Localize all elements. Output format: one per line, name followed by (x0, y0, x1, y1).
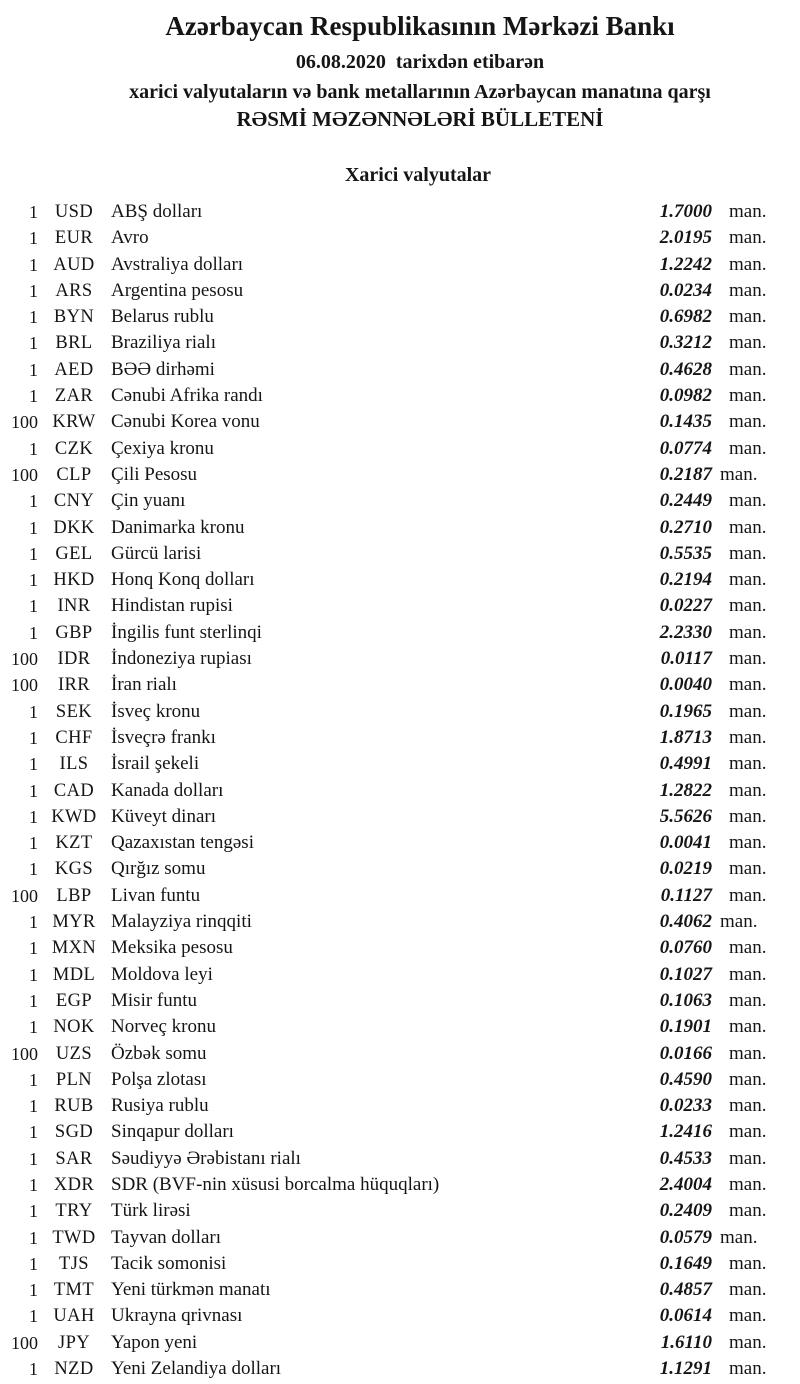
currency-name-cell: İsveçrə frankı (111, 726, 216, 748)
rate-value-cell: 0.4628 (659, 358, 712, 380)
rate-row (0, 383, 800, 409)
rate-row (0, 725, 800, 751)
currency-code-cell: ARS (55, 280, 93, 301)
rate-row (0, 1172, 800, 1198)
quantity-cell: 1 (29, 386, 38, 407)
quantity-cell: 1 (29, 1227, 38, 1248)
currency-code-cell: INR (57, 596, 91, 617)
currency-name-cell: SDR (BVF-nin xüsusi borcalma hüquqları) (111, 1173, 440, 1195)
currency-code-cell: EUR (54, 228, 94, 249)
quantity-cell: 1 (29, 1201, 38, 1222)
quantity-cell: 100 (11, 885, 38, 906)
currency-name-cell: Türk lirəsi (111, 1200, 191, 1222)
currency-code-cell: CZK (54, 438, 94, 459)
currency-name-cell: Malayziya rinqqiti (111, 911, 252, 933)
rate-row (0, 962, 800, 988)
rate-value-cell: 0.2187 (659, 463, 712, 485)
currency-code-cell: AUD (53, 254, 95, 275)
rate-value-cell: 0.6982 (659, 306, 712, 328)
rate-value-cell: 0.4991 (659, 753, 712, 775)
rate-row (0, 1014, 800, 1040)
unit-cell: man. (729, 332, 767, 354)
currency-name-cell: İngilis funt sterlinqi (111, 621, 262, 643)
rate-value-cell: 1.2822 (659, 779, 712, 801)
rate-row (0, 199, 800, 225)
rate-row (0, 541, 800, 567)
currency-code-cell: BYN (53, 307, 95, 328)
currency-code-cell: SAR (55, 1148, 93, 1169)
unit-cell: man. (729, 1016, 767, 1038)
rate-row (0, 225, 800, 251)
currency-code-cell: PLN (55, 1069, 93, 1090)
currency-code-cell: KRW (52, 412, 96, 433)
currency-name-cell: Cənubi Afrika randı (111, 385, 263, 407)
rate-row (0, 1067, 800, 1093)
currency-code-cell: IRR (57, 675, 91, 696)
currency-name-cell: Braziliya rialı (111, 332, 216, 354)
unit-cell: man. (729, 726, 767, 748)
quantity-cell: 100 (11, 464, 38, 485)
currency-name-cell: Qırğız somu (111, 858, 206, 880)
currency-name-cell: Rusiya rublu (111, 1095, 209, 1117)
rate-row (0, 699, 800, 725)
rate-row (0, 1198, 800, 1224)
currency-name-cell: İsrail şekeli (111, 753, 200, 775)
rate-row (0, 804, 800, 830)
currency-name-cell: Çin yuanı (111, 490, 186, 512)
rate-row (0, 1303, 800, 1329)
unit-cell: man. (729, 805, 767, 827)
currency-code-cell: CLP (56, 464, 92, 485)
quantity-cell: 1 (29, 964, 38, 985)
subtitle-line: xarici valyutaların və bank metallarının Azərbaycan manatına qarşı (129, 81, 711, 103)
currency-name-cell: Yeni türkmən manatı (111, 1279, 271, 1301)
unit-cell: man. (729, 437, 767, 459)
currency-name-cell: ABŞ dolları (111, 201, 203, 222)
unit-cell: man. (729, 201, 767, 222)
quantity-cell: 1 (29, 280, 38, 301)
rate-value-cell: 0.0579 (659, 1226, 712, 1248)
rate-value-cell: 0.2409 (659, 1200, 712, 1222)
rate-row (0, 357, 800, 383)
rate-value-cell: 0.4533 (659, 1147, 712, 1169)
currency-name-cell: Avro (111, 227, 149, 249)
rate-row (0, 1093, 800, 1119)
exchange-rates-table (0, 199, 800, 1382)
currency-code-cell: LBP (56, 885, 92, 906)
currency-code-cell: TMT (53, 1280, 95, 1301)
quantity-cell: 1 (29, 1069, 38, 1090)
currency-name-cell: Tacik somonisi (111, 1252, 227, 1274)
currency-code-cell: KZT (55, 833, 93, 854)
currency-code-cell: DKK (53, 517, 95, 538)
rate-row (0, 488, 800, 514)
unit-cell: man. (729, 1279, 767, 1301)
currency-code-cell: HKD (53, 570, 95, 591)
rate-row (0, 830, 800, 856)
currency-code-cell: KGS (54, 859, 94, 880)
unit-cell: man. (729, 542, 767, 564)
currency-code-cell: MDL (52, 964, 96, 985)
currency-name-cell: Honq Konq dolları (111, 569, 255, 591)
quantity-cell: 1 (29, 990, 38, 1011)
document-header (20, 0, 800, 132)
quantity-cell: 1 (29, 1174, 38, 1195)
quantity-cell: 1 (29, 1280, 38, 1301)
rate-value-cell: 0.0614 (659, 1305, 712, 1327)
rate-value-cell: 0.1435 (659, 411, 712, 433)
rate-value-cell: 0.0233 (659, 1095, 712, 1117)
unit-cell: man. (729, 358, 767, 380)
unit-cell: man. (729, 1068, 767, 1090)
rate-row (0, 567, 800, 593)
unit-cell: man. (729, 858, 767, 880)
rate-row (0, 593, 800, 619)
rate-row (0, 1119, 800, 1145)
currency-name-cell: Çili Pesosu (111, 463, 198, 485)
quantity-cell: 1 (29, 570, 38, 591)
quantity-cell: 1 (29, 438, 38, 459)
currency-name-cell: Polşa zlotası (111, 1068, 207, 1090)
currency-code-cell: XDR (53, 1174, 95, 1195)
quantity-cell: 1 (29, 1122, 38, 1143)
rate-row (0, 515, 800, 541)
quantity-cell: 1 (29, 806, 38, 827)
rate-value-cell: 0.1127 (660, 884, 712, 906)
unit-cell: man. (729, 1200, 767, 1222)
rate-value-cell: 0.1901 (659, 1016, 712, 1038)
unit-cell: man. (729, 227, 767, 249)
rate-row (0, 909, 800, 935)
currency-code-cell: TWD (52, 1227, 96, 1248)
rate-row (0, 1277, 800, 1303)
currency-name-cell: Danimarka kronu (111, 516, 245, 538)
currency-code-cell: NOK (53, 1017, 95, 1038)
currency-name-cell: Kanada dolları (111, 779, 224, 801)
rate-row (0, 1330, 800, 1356)
currency-name-cell: Livan funtu (111, 884, 201, 906)
rate-row (0, 778, 800, 804)
unit-cell: man. (729, 385, 767, 407)
rate-value-cell: 2.4004 (659, 1173, 712, 1195)
rate-row (0, 1041, 800, 1067)
rate-row (0, 1356, 800, 1382)
currency-code-cell: NZD (54, 1359, 94, 1380)
rate-value-cell: 0.2449 (659, 490, 712, 512)
rate-value-cell: 0.2710 (659, 516, 712, 538)
unit-cell: man. (720, 463, 758, 485)
rate-value-cell: 0.1063 (659, 989, 712, 1011)
rate-value-cell: 1.1291 (659, 1358, 712, 1380)
unit-cell: man. (729, 963, 767, 985)
rate-value-cell: 5.5626 (659, 805, 712, 827)
rate-row (0, 672, 800, 698)
currency-code-cell: USD (54, 202, 94, 222)
rate-value-cell: 0.1027 (659, 963, 712, 985)
currency-name-cell: Küveyt dinarı (111, 805, 217, 827)
bulletin-title: RƏSMİ MƏZƏNNƏLƏRİ BÜLLETENİ (236, 107, 604, 131)
unit-cell: man. (729, 1147, 767, 1169)
quantity-cell: 1 (29, 859, 38, 880)
quantity-cell: 1 (29, 1359, 38, 1380)
rate-value-cell: 0.0041 (659, 832, 712, 854)
unit-cell: man. (720, 1226, 758, 1248)
rate-value-cell: 1.6110 (660, 1331, 712, 1353)
currency-code-cell: MYR (52, 912, 96, 933)
unit-cell: man. (729, 832, 767, 854)
unit-cell: man. (729, 1173, 767, 1195)
unit-cell: man. (729, 700, 767, 722)
currency-code-cell: AED (54, 359, 94, 380)
rate-row (0, 409, 800, 435)
currency-code-cell: KWD (51, 806, 97, 827)
rate-row (0, 1251, 800, 1277)
rate-row (0, 1225, 800, 1251)
quantity-cell: 1 (29, 1253, 38, 1274)
currency-name-cell: Meksika pesosu (111, 937, 233, 959)
rate-value-cell: 1.2416 (659, 1121, 712, 1143)
quantity-cell: 1 (29, 491, 38, 512)
quantity-cell: 1 (29, 543, 38, 564)
currency-name-cell: Hindistan rupisi (111, 595, 233, 617)
currency-name-cell: Tayvan dolları (111, 1226, 221, 1248)
unit-cell: man. (729, 1042, 767, 1064)
currency-code-cell: TJS (59, 1253, 89, 1274)
quantity-cell: 1 (29, 202, 38, 222)
rate-value-cell: 0.0774 (659, 437, 712, 459)
currency-name-cell: Moldova leyi (111, 963, 213, 985)
unit-cell: man. (729, 306, 767, 328)
unit-cell: man. (729, 279, 767, 301)
rate-row (0, 620, 800, 646)
quantity-cell: 100 (11, 1332, 38, 1353)
unit-cell: man. (729, 884, 767, 906)
currency-code-cell: RUB (54, 1096, 94, 1117)
currency-code-cell: TRY (55, 1201, 93, 1222)
currency-code-cell: GBP (55, 622, 93, 643)
rate-value-cell: 0.0234 (659, 279, 712, 301)
currency-name-cell: Avstraliya dolları (111, 253, 244, 275)
currency-name-cell: Yeni Zelandiya dolları (111, 1358, 282, 1380)
rate-value-cell: 0.2194 (659, 569, 712, 591)
rate-value-cell: 0.0219 (659, 858, 712, 880)
unit-cell: man. (729, 1095, 767, 1117)
effective-date-line: 06.08.2020 tarixdən etibarən (295, 51, 545, 73)
unit-cell: man. (729, 595, 767, 617)
currency-name-cell: Çexiya kronu (111, 437, 214, 459)
unit-cell: man. (729, 937, 767, 959)
currency-code-cell: GEL (55, 543, 93, 564)
rate-value-cell: 0.4590 (659, 1068, 712, 1090)
quantity-cell: 1 (29, 780, 38, 801)
currency-code-cell: UAH (53, 1306, 95, 1327)
rate-value-cell: 0.0040 (659, 674, 712, 696)
rate-value-cell: 0.0117 (660, 648, 712, 670)
unit-cell: man. (729, 1252, 767, 1274)
unit-cell: man. (729, 648, 767, 670)
currency-code-cell: ILS (59, 754, 89, 775)
rate-value-cell: 0.5535 (659, 542, 712, 564)
currency-name-cell: BƏƏ dirhəmi (111, 358, 215, 380)
unit-cell: man. (729, 516, 767, 538)
unit-cell: man. (729, 779, 767, 801)
bank-title: Azərbaycan Respublikasının Mərkəzi Bankı (165, 11, 675, 41)
currency-code-cell: JPY (57, 1332, 91, 1353)
rate-value-cell: 1.7000 (659, 201, 712, 222)
rate-row (0, 462, 800, 488)
unit-cell: man. (729, 1305, 767, 1327)
rate-row (0, 304, 800, 330)
currency-code-cell: BRL (55, 333, 93, 354)
quantity-cell: 100 (11, 649, 38, 670)
rate-value-cell: 2.2330 (659, 621, 712, 643)
rate-row (0, 1146, 800, 1172)
unit-cell: man. (729, 490, 767, 512)
rate-row (0, 935, 800, 961)
rate-row (0, 252, 800, 278)
unit-cell: man. (720, 911, 758, 933)
unit-cell: man. (729, 253, 767, 275)
currency-name-cell: Səudiyyə Ərəbistanı rialı (111, 1147, 301, 1169)
quantity-cell: 1 (29, 307, 38, 328)
rate-value-cell: 2.0195 (659, 227, 712, 249)
currency-code-cell: CAD (53, 780, 95, 801)
quantity-cell: 1 (29, 938, 38, 959)
rate-value-cell: 0.4062 (659, 911, 712, 933)
quantity-cell: 1 (29, 754, 38, 775)
unit-cell: man. (729, 989, 767, 1011)
currency-code-cell: CHF (55, 727, 93, 748)
rate-row (0, 436, 800, 462)
rate-value-cell: 0.1649 (659, 1252, 712, 1274)
quantity-cell: 1 (29, 517, 38, 538)
quantity-cell: 1 (29, 1148, 38, 1169)
currency-name-cell: Ukrayna qrivnası (111, 1305, 243, 1327)
unit-cell: man. (729, 621, 767, 643)
quantity-cell: 1 (29, 727, 38, 748)
currency-name-cell: İndoneziya rupiası (111, 648, 252, 670)
currency-name-cell: Belarus rublu (111, 306, 214, 328)
rate-value-cell: 1.8713 (659, 726, 712, 748)
quantity-cell: 1 (29, 1306, 38, 1327)
unit-cell: man. (729, 1121, 767, 1143)
quantity-cell: 1 (29, 1096, 38, 1117)
currency-code-cell: SEK (55, 701, 93, 722)
currency-code-cell: CNY (53, 491, 95, 512)
quantity-cell: 100 (11, 412, 38, 433)
currency-name-cell: İran rialı (111, 674, 177, 696)
rate-row (0, 988, 800, 1014)
unit-cell: man. (729, 753, 767, 775)
currency-code-cell: SGD (54, 1122, 94, 1143)
currency-code-cell: EGP (55, 990, 93, 1011)
quantity-cell: 1 (29, 228, 38, 249)
rate-value-cell: 0.0760 (659, 937, 712, 959)
section-title-foreign-currencies: Xarici valyutalar (344, 164, 492, 186)
rate-row (0, 856, 800, 882)
currency-name-cell: Norveç kronu (111, 1016, 216, 1038)
rate-value-cell: 0.1965 (659, 700, 712, 722)
quantity-cell: 1 (29, 359, 38, 380)
quantity-cell: 1 (29, 596, 38, 617)
currency-name-cell: Argentina pesosu (111, 279, 244, 301)
quantity-cell: 1 (29, 833, 38, 854)
quantity-cell: 1 (29, 622, 38, 643)
unit-cell: man. (729, 1331, 767, 1353)
unit-cell: man. (729, 411, 767, 433)
rate-value-cell: 0.0982 (659, 385, 712, 407)
quantity-cell: 1 (29, 1017, 38, 1038)
quantity-cell: 1 (29, 254, 38, 275)
rate-row (0, 278, 800, 304)
quantity-cell: 1 (29, 333, 38, 354)
rate-row (0, 330, 800, 356)
currency-name-cell: Gürcü larisi (111, 542, 202, 564)
rate-row (0, 883, 800, 909)
currency-name-cell: İsveç kronu (111, 700, 201, 722)
rate-value-cell: 0.3212 (659, 332, 712, 354)
currency-name-cell: Qazaxıstan tengəsi (111, 832, 254, 854)
quantity-cell: 1 (29, 912, 38, 933)
currency-code-cell: MXN (51, 938, 97, 959)
currency-name-cell: Özbək somu (111, 1042, 207, 1064)
quantity-cell: 100 (11, 1043, 38, 1064)
currency-code-cell: ZAR (54, 386, 94, 407)
rate-row (0, 751, 800, 777)
rate-value-cell: 0.0227 (659, 595, 712, 617)
unit-cell: man. (729, 1358, 767, 1380)
currency-code-cell: UZS (55, 1043, 93, 1064)
rate-row (0, 646, 800, 672)
quantity-cell: 1 (29, 701, 38, 722)
currency-name-cell: Misir funtu (111, 989, 198, 1011)
unit-cell: man. (729, 674, 767, 696)
unit-cell: man. (729, 569, 767, 591)
rate-value-cell: 0.0166 (659, 1042, 712, 1064)
currency-name-cell: Sinqapur dolları (111, 1121, 234, 1143)
rate-value-cell: 1.2242 (659, 253, 712, 275)
quantity-cell: 100 (11, 675, 38, 696)
currency-code-cell: IDR (57, 649, 91, 670)
rate-value-cell: 0.4857 (659, 1279, 712, 1301)
currency-name-cell: Cənubi Korea vonu (111, 411, 260, 433)
currency-name-cell: Yapon yeni (111, 1331, 198, 1353)
